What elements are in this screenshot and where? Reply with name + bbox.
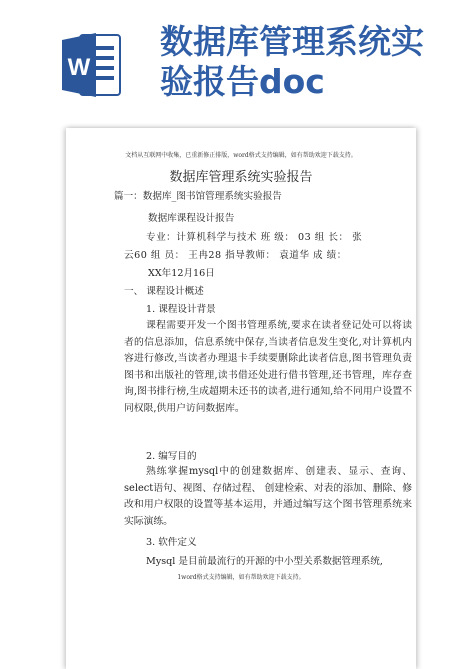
- paragraph-software: Mysql 是目前最流行的开源的中小型关系数据管理系统,: [146, 556, 383, 567]
- footer-note: 1word格式支持编辑，如有帮助欢迎下载支持。: [177, 574, 305, 581]
- part-heading: 篇一：数据库_图书馆管理系统实验报告: [114, 191, 282, 202]
- banner-title-line2: 验报告doc: [160, 62, 325, 101]
- svg-text:W: W: [67, 54, 91, 81]
- subsection-heading-2: 2. 编写目的: [146, 451, 197, 462]
- paragraph-purpose: 熟练掌握mysql中的创建数据库、创建表、显示、查询、select语句、视图、存储过程、 创建检索、对表的添加、删除、修改和用户权限的设置等基本运用，并通过编写这个图书管理系统来实际演练。: [124, 466, 412, 527]
- report-date: XX年12月16日: [148, 268, 215, 279]
- document-title: 数据库管理系统实验报告: [169, 170, 313, 185]
- paragraph-background: 课程需要开发一个图书管理系统,要求在读者登记处可以将读者的信息添加，信息系统中保存,当读者信息发生变化,对计算机内容进行修改,当读者办理退卡手续要删除此读者信息,图书管理负责图书和出版社的管理,读书借还处进行借书管理,还书管理，库存查询,图书排行榜,生成超期未还书的读者,进行通知,给不同用户设置不同权限,供用户访问数据库。: [124, 320, 412, 414]
- subsection-heading-1: 1. 课程设计背景: [146, 304, 216, 315]
- info-line-2: 云60 组 员： 王冉28 指导教师： 袁道华 成 绩：: [124, 250, 347, 261]
- banner-title: [160, 22, 460, 102]
- banner-title-line1: 数据库管理系统实: [160, 22, 424, 61]
- section-heading-1: 一、 课程设计概述: [124, 286, 204, 297]
- header-note: 文档从互联网中收集，已重新修正排版，word格式支持编辑，如有帮助欢迎下载支持。: [125, 152, 357, 159]
- info-line-1: 专业：计算机科学与技术 班 级： 03 组 长： 张: [146, 232, 363, 243]
- banner: [0, 0, 474, 132]
- subsection-heading-3: 3. 软件定义: [146, 537, 197, 548]
- document-page: [66, 128, 416, 669]
- report-name: 数据库课程设计报告: [148, 213, 235, 224]
- word-icon: [62, 30, 124, 100]
